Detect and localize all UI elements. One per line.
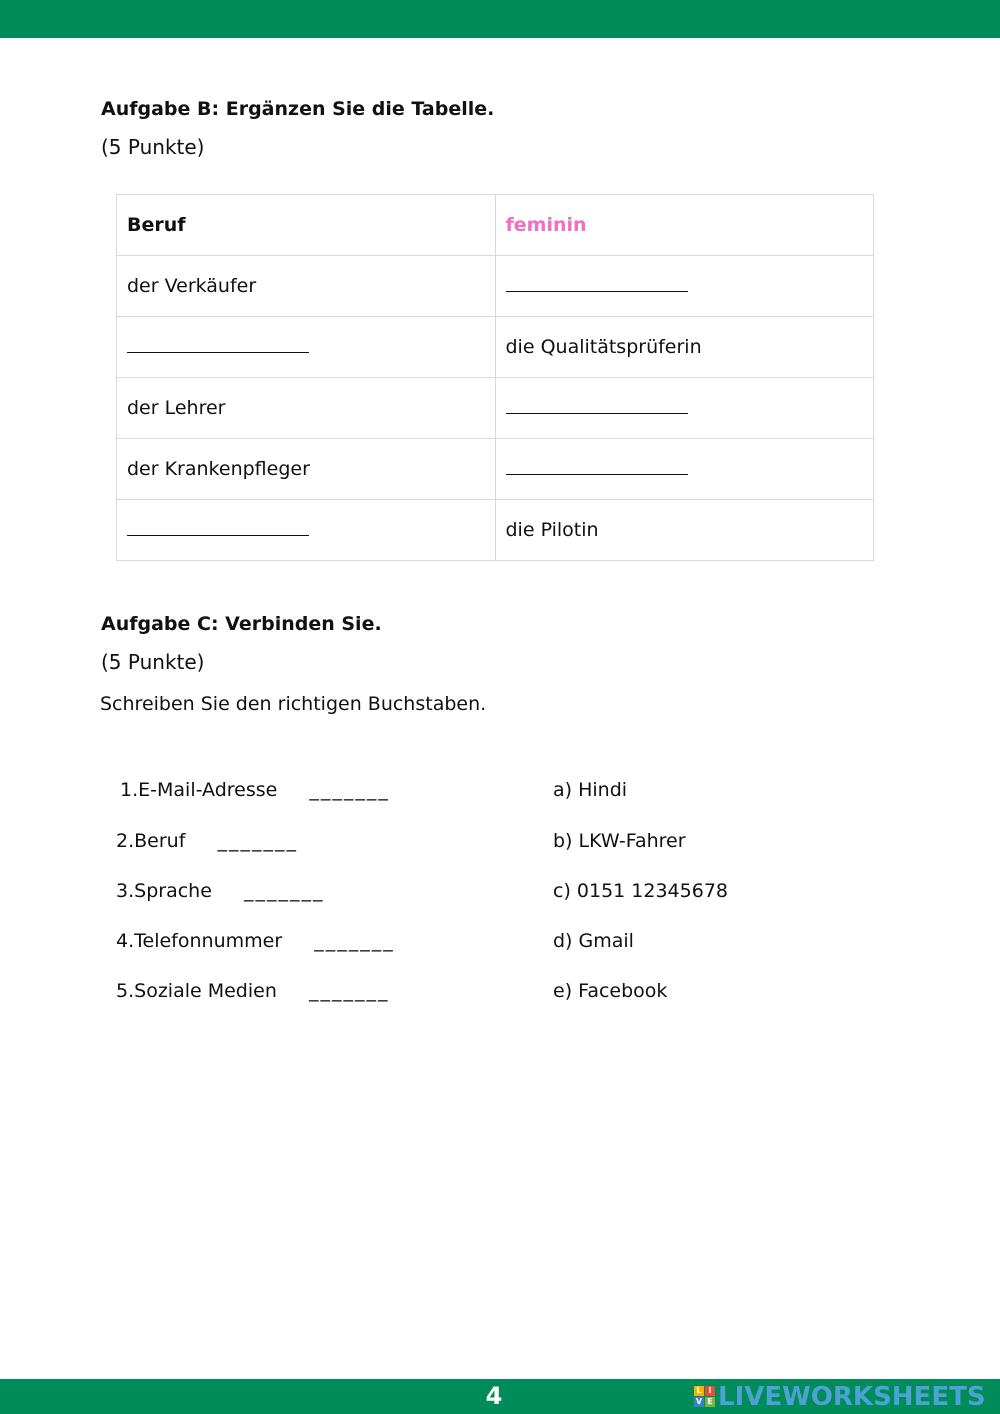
logo-letter: I [705,1386,715,1396]
answer-option: e) Facebook [553,980,668,1002]
top-bar [0,0,1000,38]
answer-blank[interactable] [127,338,309,353]
table-cell-feminine-blank[interactable] [495,256,874,317]
match-label: Soziale Medien [134,980,277,1002]
answer-blank[interactable] [506,460,688,475]
match-number: 4. [116,930,135,952]
match-item [116,880,324,902]
match-label: Beruf [134,830,186,852]
section-c-title: Aufgabe C: Verbinden Sie. [101,613,382,635]
page-number: 4 [485,1382,503,1410]
match-number: 5. [116,980,135,1002]
table-cell-feminine-blank[interactable] [495,439,874,500]
answer-blank[interactable] [127,521,309,536]
match-item [116,830,298,852]
table-row [117,439,874,500]
match-blank[interactable]: _______ [243,880,325,902]
table-cell-feminine: die Pilotin [495,500,874,561]
section-c-instruction: Schreiben Sie den richtigen Buchstaben. [100,693,487,715]
profession-table [116,194,874,561]
match-number: 1. [120,779,139,801]
answer-blank[interactable] [506,399,688,414]
match-number: 3. [116,880,135,902]
section-b-title: Aufgabe B: Ergänzen Sie die Tabelle. [101,98,495,120]
table-cell-masculine: der Krankenpfleger [117,439,496,500]
table-header-row [117,195,874,256]
match-item [116,980,389,1002]
match-label: E-Mail-Adresse [138,779,278,801]
answer-blank[interactable] [506,277,688,292]
match-label: Telefonnummer [134,930,283,952]
answer-option: b) LKW-Fahrer [553,830,686,852]
table-cell-masculine-blank[interactable] [117,500,496,561]
table-row [117,317,874,378]
answer-option: a) Hindi [553,779,628,801]
liveworksheets-logo [694,1379,986,1414]
match-item [116,930,395,952]
answer-option: d) Gmail [553,930,634,952]
match-label: Sprache [134,880,212,902]
table-row [117,256,874,317]
table-cell-masculine-blank[interactable] [117,317,496,378]
match-number: 2. [116,830,135,852]
header-beruf: Beruf [117,195,496,256]
table-row [117,500,874,561]
match-blank[interactable]: _______ [308,980,390,1002]
table-cell-feminine: die Qualitätsprüferin [495,317,874,378]
match-blank[interactable]: _______ [217,830,298,852]
table-cell-feminine-blank[interactable] [495,378,874,439]
section-c-points: (5 Punkte) [101,650,205,674]
table-cell-masculine: der Verkäufer [117,256,496,317]
table-row [117,378,874,439]
answer-option: c) 0151 12345678 [553,880,728,902]
header-feminin: feminin [495,195,874,256]
section-b-points: (5 Punkte) [101,135,205,159]
logo-icon [694,1386,715,1407]
logo-letter: L [694,1386,704,1396]
logo-letter: V [695,1397,703,1406]
match-item [120,779,390,801]
table-cell-masculine: der Lehrer [117,378,496,439]
logo-text: LIVEWORKSHEETS [718,1381,986,1412]
logo-letter: E [705,1397,715,1407]
match-blank[interactable]: _______ [309,779,390,801]
match-blank[interactable]: _______ [314,930,395,952]
